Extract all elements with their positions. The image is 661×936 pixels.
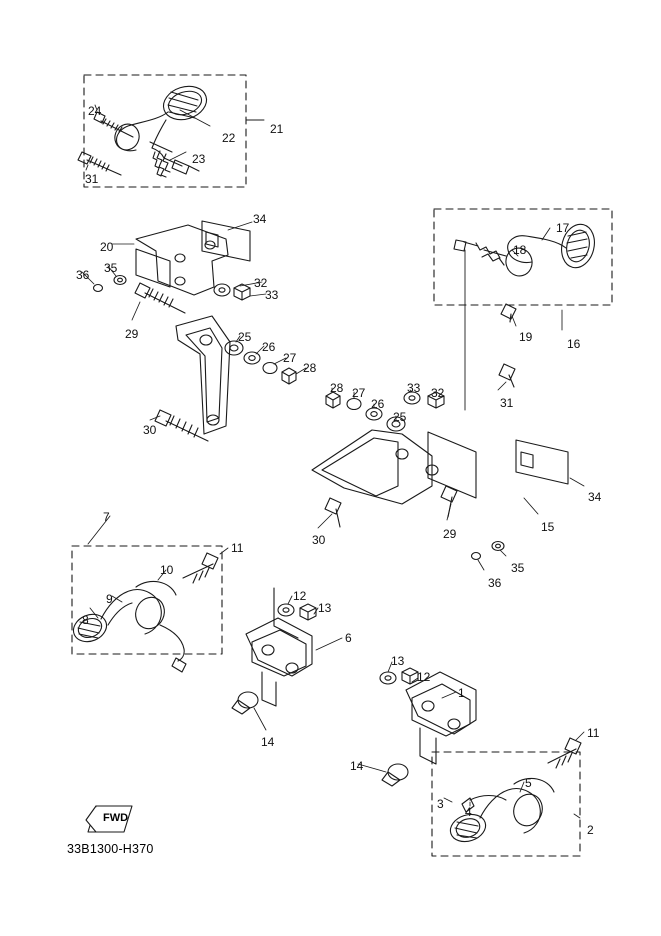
fwd-arrow-label: FWD [103,812,129,824]
callout-number: 25 [238,330,252,344]
callout-number: 27 [352,386,366,400]
callout-number: 36 [76,268,90,282]
callout-number: 4 [465,805,472,819]
callout-number: 5 [525,776,532,790]
callout-number: 26 [262,340,276,354]
callout-number: 24 [88,104,102,118]
callout-number: 32 [254,276,268,290]
callout-number: 29 [125,327,139,341]
callout-number: 23 [192,152,206,166]
callout-number: 34 [588,490,602,504]
callout-number: 14 [261,735,275,749]
callout-number: 35 [104,261,118,275]
callout-number: 7 [103,510,110,524]
callout-number: 32 [431,386,445,400]
callout-number: 15 [541,520,555,534]
callout-number: 13 [318,601,332,615]
callout-number: 19 [519,330,533,344]
callout-number: 25 [393,410,407,424]
callout-number: 31 [85,172,99,186]
callout-number: 20 [100,240,114,254]
callout-number: 29 [443,527,457,541]
callout-number: 16 [567,337,581,351]
callout-number: 11 [587,726,600,740]
callout-number: 12 [417,670,431,684]
callout-number: 10 [160,563,174,577]
callout-number: 30 [312,533,326,547]
callout-number: 36 [488,576,502,590]
callout-number: 17 [556,221,570,235]
callout-number: 12 [293,589,307,603]
callout-number: 30 [143,423,157,437]
callout-number: 6 [345,631,352,645]
callout-number: 9 [106,592,113,606]
callout-number: 28 [303,361,317,375]
callout-number: 31 [500,396,514,410]
callout-number: 34 [253,212,267,226]
diagram-code: 33B1300-H370 [67,842,154,856]
callout-number: 28 [330,381,344,395]
callout-number: 33 [265,288,279,302]
callout-number: 11 [231,541,244,555]
callout-number: 8 [82,613,89,627]
callout-number: 26 [371,397,385,411]
callout-number: 1 [458,686,465,700]
callout-number: 21 [270,122,284,136]
callout-number: 2 [587,823,594,837]
callout-number: 13 [391,654,405,668]
callout-number: 22 [222,131,236,145]
callout-number: 35 [511,561,525,575]
callout-number: 33 [407,381,421,395]
callout-number: 14 [350,759,364,773]
callout-number: 3 [437,797,444,811]
callout-number: 18 [513,243,527,257]
callout-number: 27 [283,351,297,365]
